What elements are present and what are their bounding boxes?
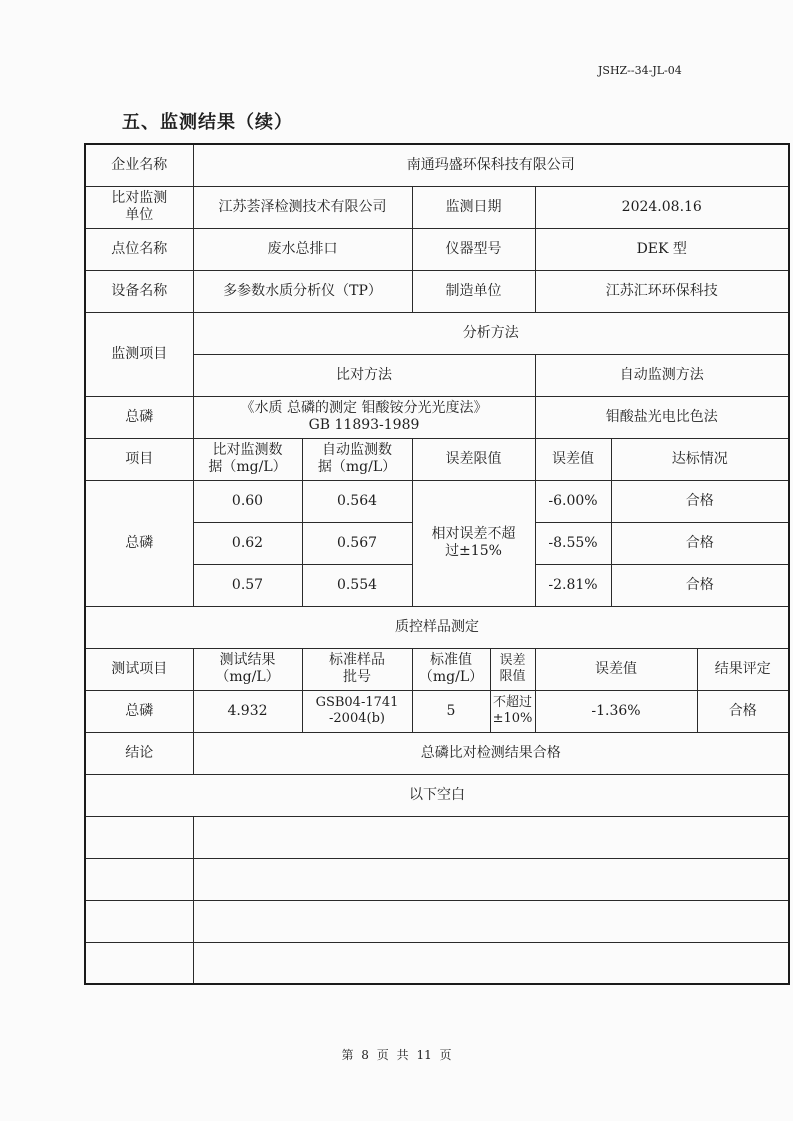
page-footer (0, 1046, 793, 1063)
footer-prefix: 第 (341, 1048, 354, 1062)
qc-item: 总磷 (85, 690, 193, 732)
compare-value: 0.60 (193, 480, 302, 522)
compare-header-limit: 误差限值 (412, 438, 535, 480)
qc-batch (302, 690, 412, 732)
qc-header-batch (302, 648, 412, 690)
conclusion-label: 结论 (85, 732, 193, 774)
compare-method-label: 比对方法 (193, 354, 535, 396)
monitor-date-label: 监测日期 (412, 186, 535, 228)
auto-data-header-line1: 自动监测数 (322, 442, 392, 459)
qc-header-item: 测试项目 (85, 648, 193, 690)
compare-value: 0.62 (193, 522, 302, 564)
error-value: -6.00% (535, 480, 611, 522)
table-row (85, 480, 789, 522)
document-code: JSHZ--34-JL-04 (598, 64, 682, 77)
auto-value: 0.567 (302, 522, 412, 564)
compare-item-name: 总磷 (85, 480, 193, 606)
qc-header-limit (490, 648, 535, 690)
instrument-model-label: 仪器型号 (412, 228, 535, 270)
compare-header-error: 误差值 (535, 438, 611, 480)
qc-batch-line1: GSB04-1741 (315, 695, 399, 711)
auto-method-label: 自动监测方法 (535, 354, 789, 396)
device-label: 设备名称 (85, 270, 193, 312)
empty-cell (193, 900, 789, 942)
compare-method-value (193, 396, 535, 438)
empty-cell (85, 942, 193, 984)
section-title: 五、监测结果（续） (122, 112, 293, 133)
company-value: 南通玛盛环保科技有限公司 (193, 144, 789, 186)
qc-limit-header-line2: 限值 (499, 669, 526, 684)
point-row (85, 228, 789, 270)
compare-header-auto-data (302, 438, 412, 480)
compare-header-status: 达标情况 (611, 438, 789, 480)
manufacturer-label: 制造单位 (412, 270, 535, 312)
compare-unit-row (85, 186, 789, 228)
status-value: 合格 (611, 522, 789, 564)
compare-value: 0.57 (193, 564, 302, 606)
company-row (85, 144, 789, 186)
compare-data-header-line2: 据（mg/L） (208, 459, 287, 475)
qc-header-row (85, 648, 789, 690)
qc-header-std (412, 648, 490, 690)
qc-std-header-line2: （mg/L） (418, 669, 484, 685)
compare-limit-line2: 过±15% (445, 543, 502, 559)
status-value: 合格 (611, 480, 789, 522)
compare-limit (412, 480, 535, 606)
qc-header-error: 误差值 (535, 648, 697, 690)
compare-method-line2: GB 11893-1989 (308, 417, 420, 433)
qc-title-row (85, 606, 789, 648)
empty-cell (85, 900, 193, 942)
empty-cell (85, 816, 193, 858)
auto-value: 0.564 (302, 480, 412, 522)
empty-cell (193, 942, 789, 984)
qc-batch-line2: -2004(b) (329, 711, 385, 726)
qc-limit (490, 690, 535, 732)
conclusion-row (85, 732, 789, 774)
manufacturer-value: 江苏汇环环保科技 (535, 270, 789, 312)
compare-method-line1: 《水质 总磷的测定 钼酸铵分光光度法》 (240, 400, 488, 417)
qc-limit-line2: ±10% (492, 711, 533, 726)
qc-header-result (193, 648, 302, 690)
footer-page-word: 页 (376, 1048, 389, 1062)
monitoring-results-table (84, 143, 790, 985)
analysis-method-label: 分析方法 (193, 312, 789, 354)
point-label: 点位名称 (85, 228, 193, 270)
qc-std: 5 (412, 690, 490, 732)
compare-header-row (85, 438, 789, 480)
conclusion-value: 总磷比对检测结果合格 (193, 732, 789, 774)
footer-page-number: 8 (361, 1048, 369, 1062)
device-row (85, 270, 789, 312)
compare-unit-label: 比对监测单位 (85, 186, 193, 228)
status-value: 合格 (611, 564, 789, 606)
compare-limit-line1: 相对误差不超 (431, 526, 516, 543)
qc-eval: 合格 (697, 690, 789, 732)
point-value: 废水总排口 (193, 228, 412, 270)
compare-header-item: 项目 (85, 438, 193, 480)
blank-note: 以下空白 (85, 774, 789, 816)
empty-cell (85, 858, 193, 900)
qc-std-header-line1: 标准值 (430, 652, 472, 669)
method-header-row (85, 312, 789, 354)
auto-data-header-line2: 据（mg/L） (317, 459, 397, 475)
empty-row (85, 942, 789, 984)
qc-data-row (85, 690, 789, 732)
qc-error: -1.36% (535, 690, 697, 732)
compare-unit-value: 江苏荟泽检测技术有限公司 (193, 186, 412, 228)
instrument-model-value: DEK 型 (535, 228, 789, 270)
footer-suffix: 页 (439, 1048, 452, 1062)
qc-batch-header-line1: 标准样品 (329, 652, 385, 669)
qc-result: 4.932 (193, 690, 302, 732)
qc-result-header-line1: 测试结果 (219, 652, 276, 669)
error-value: -8.55% (535, 522, 611, 564)
device-value: 多参数水质分析仪（TP） (193, 270, 412, 312)
monitor-item-label: 监测项目 (85, 312, 193, 396)
footer-total-pages: 11 (416, 1048, 432, 1062)
company-label: 企业名称 (85, 144, 193, 186)
compare-header-compare-data (193, 438, 302, 480)
qc-header-eval: 结果评定 (697, 648, 789, 690)
monitor-date-value: 2024.08.16 (535, 186, 789, 228)
empty-row (85, 858, 789, 900)
qc-batch-header-line2: 批号 (343, 669, 371, 685)
auto-value: 0.554 (302, 564, 412, 606)
empty-row (85, 816, 789, 858)
error-value: -2.81% (535, 564, 611, 606)
empty-cell (193, 816, 789, 858)
blank-note-row (85, 774, 789, 816)
compare-data-header-line1: 比对监测数 (212, 442, 283, 459)
empty-cell (193, 858, 789, 900)
qc-title: 质控样品测定 (85, 606, 789, 648)
auto-method-value: 钼酸盐光电比色法 (535, 396, 789, 438)
method-tp-label: 总磷 (85, 396, 193, 438)
qc-limit-line1: 不超过 (492, 695, 532, 711)
footer-total-word: 共 (396, 1048, 409, 1062)
method-tp-row (85, 396, 789, 438)
qc-result-header-line2: （mg/L） (215, 669, 280, 685)
qc-limit-header-line1: 误差 (499, 653, 526, 669)
empty-row (85, 900, 789, 942)
